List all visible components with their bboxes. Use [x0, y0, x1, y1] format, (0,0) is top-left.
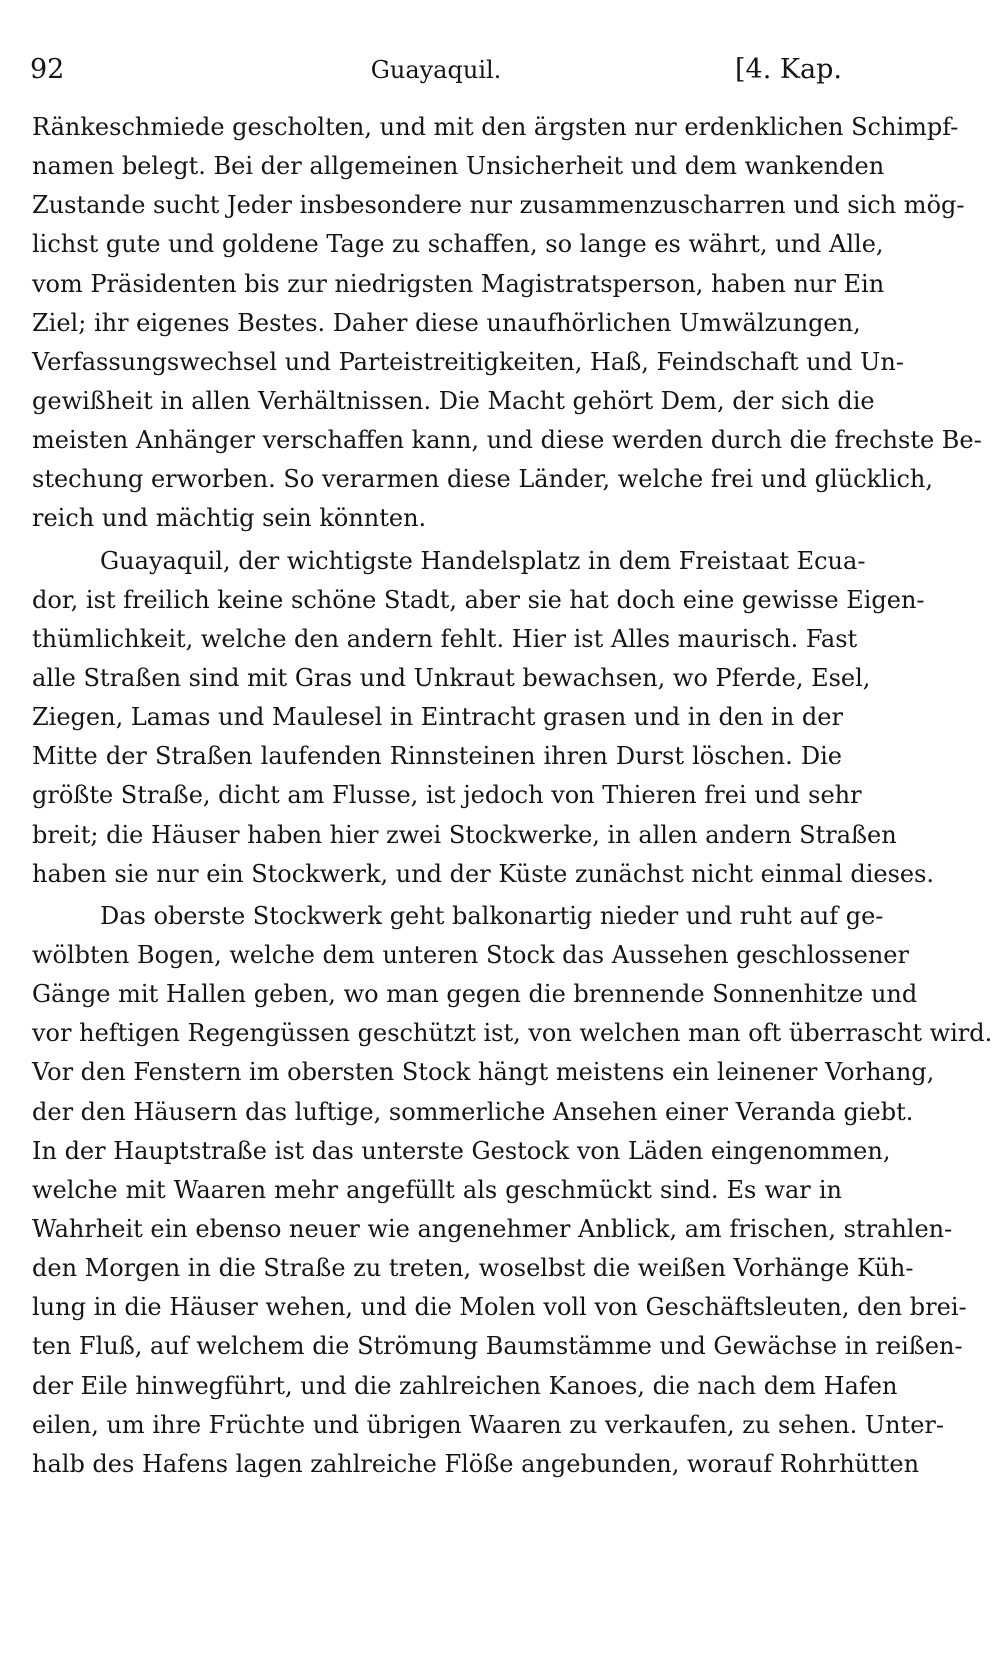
text-line: namen belegt. Bei der allgemeinen Unsicherheit und dem wankenden: [32, 152, 885, 181]
text-line: Ziel; ihr eigenes Bestes. Daher diese unaufhörlichen Umwälzungen,: [32, 308, 861, 337]
text-line: größte Straße, dicht am Flusse, ist jedoch von Thieren frei und sehr: [32, 781, 862, 810]
text-line: der Eile hinwegführt, und die zahlreichen Kanoes, die nach dem Hafen: [32, 1371, 898, 1400]
text-line: Vor den Fenstern im obersten Stock hängt meistens ein leinener Vorhang,: [32, 1058, 935, 1087]
text-line: ten Fluß, auf welchem die Strömung Baumstämme und Gewächse in reißen-: [32, 1332, 963, 1361]
text-line: Ziegen, Lamas und Maulesel in Eintracht grasen und in den in der: [32, 703, 843, 732]
text-line: lung in die Häuser wehen, und die Molen voll von Geschäftsleuten, den brei-: [32, 1293, 967, 1322]
text-line: halb des Hafens lagen zahlreiche Flöße angebunden, worauf Rohrhütten: [32, 1449, 920, 1478]
text-line: den Morgen in die Straße zu treten, woselbst die weißen Vorhänge Küh-: [32, 1254, 914, 1283]
text-line: lichst gute und goldene Tage zu schaffen, so lange es währt, und Alle,: [32, 230, 884, 259]
text-line: Guayaquil, der wichtigste Handelsplatz in dem Freistaat Ecua-: [100, 546, 866, 575]
paragraph: [32, 897, 992, 1484]
running-head: [30, 48, 842, 92]
text-line: Das oberste Stockwerk geht balkonartig nieder und ruht auf ge-: [100, 901, 884, 930]
text-line: gewißheit in allen Verhältnissen. Die Macht gehört Dem, der sich die: [32, 386, 875, 415]
text-line: vor heftigen Regengüssen geschützt ist, von welchen man oft überrascht wird.: [32, 1019, 992, 1048]
text-line: breit; die Häuser haben hier zwei Stockwerke, in allen andern Straßen: [32, 820, 897, 849]
text-line: In der Hauptstraße ist das unterste Gestock von Läden eingenommen,: [32, 1136, 891, 1165]
text-line: stechung erworben. So verarmen diese Länder, welche frei und glücklich,: [32, 465, 934, 494]
text-line: Verfassungswechsel und Parteistreitigkeiten, Haß, Feindschaft und Un-: [32, 347, 904, 376]
text-line: dor, ist freilich keine schöne Stadt, aber sie hat doch eine gewisse Eigen-: [32, 585, 925, 614]
paragraph: [32, 542, 935, 894]
text-line: alle Straßen sind mit Gras und Unkraut bewachsen, wo Pferde, Esel,: [32, 663, 871, 692]
text-line: thümlichkeit, welche den andern fehlt. Hier ist Alles maurisch. Fast: [32, 624, 858, 653]
text-line: reich und mächtig sein könnten.: [32, 504, 427, 533]
text-line: welche mit Waaren mehr angefüllt als geschmückt sind. Es war in: [32, 1175, 842, 1204]
text-line: vom Präsidenten bis zur niedrigsten Magistratsperson, haben nur Ein: [32, 269, 885, 298]
text-line: Gänge mit Hallen geben, wo man gegen die brennende Sonnenhitze und: [32, 980, 918, 1009]
page-number: 92: [30, 54, 65, 85]
text-line: Ränkeschmiede gescholten, und mit den ärgsten nur erdenklichen Schimpf-: [32, 113, 959, 141]
text-line: eilen, um ihre Früchte und übrigen Waaren zu verkaufen, zu sehen. Unter-: [32, 1410, 945, 1439]
text-line: der den Häusern das luftige, sommerliche Ansehen einer Veranda giebt.: [32, 1097, 914, 1126]
text-line: wölbten Bogen, welche dem unteren Stock das Aussehen geschlossener: [32, 940, 909, 969]
text-line: Wahrheit ein ebenso neuer wie angenehmer Anblick, am frischen, strahlen-: [32, 1214, 953, 1243]
text-line: Mitte der Straßen laufenden Rinnsteinen ihren Durst löschen. Die: [32, 742, 842, 771]
text-line: meisten Anhänger verschaffen kann, und diese werden durch die frechste Be-: [32, 426, 982, 455]
text-line: Zustande sucht Jeder insbesondere nur zusammenzuscharren und sich mög-: [32, 191, 965, 220]
chapter-label: [4. Kap.: [734, 54, 842, 85]
text-line: haben sie nur ein Stockwerk, und der Küste zunächst nicht einmal dieses.: [32, 859, 935, 888]
body-text: [32, 108, 992, 1484]
running-title: Guayaquil.: [370, 56, 502, 84]
paragraph: [32, 108, 982, 539]
